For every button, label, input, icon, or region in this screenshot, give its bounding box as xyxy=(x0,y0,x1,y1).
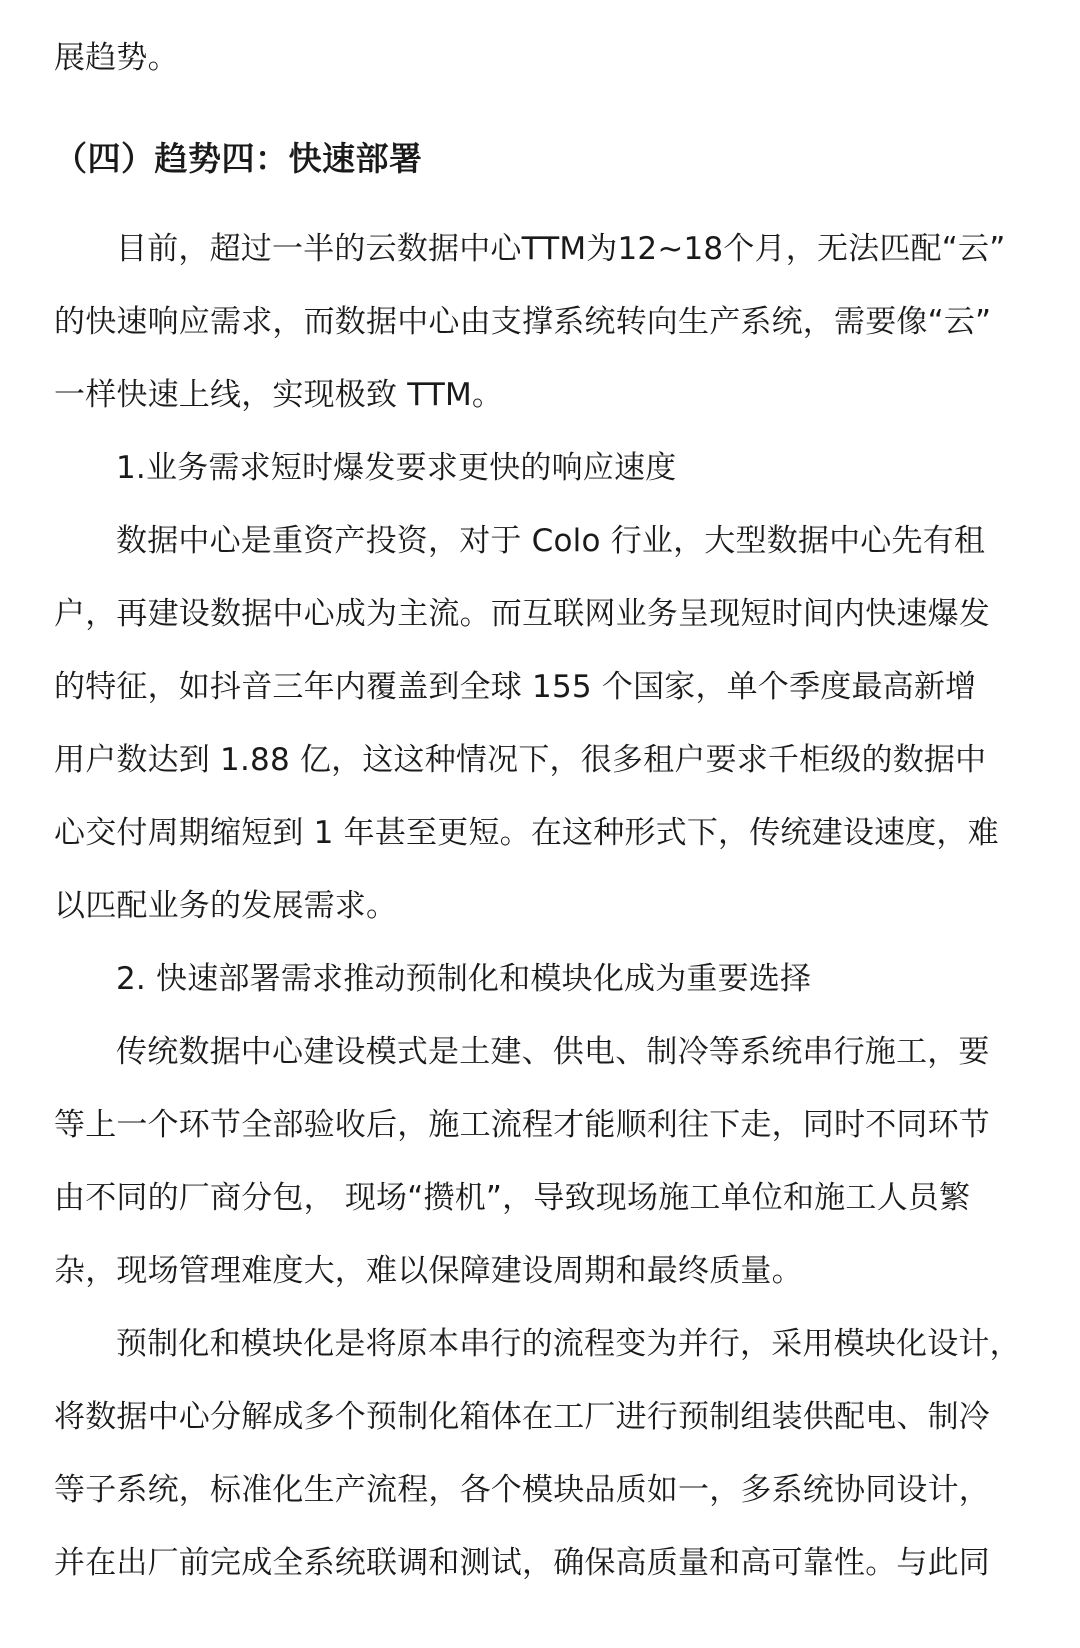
paragraph-line: 等上一个环节全部验收后，施工流程才能顺利往下走，同时不同环节 xyxy=(54,1107,990,1143)
paragraph-line: 的特征，如抖音三年内覆盖到全球 155 个国家，单个季度最高新增 xyxy=(54,669,977,705)
paragraph-line: 预制化和模块化是将原本串行的流程变为并行，采用模块化设计， xyxy=(116,1326,1021,1362)
paragraph-1 xyxy=(54,213,1024,432)
paragraph-4 xyxy=(54,1308,1024,1600)
paragraph-3 xyxy=(54,1016,1024,1308)
section-heading: （四）趋势四：快速部署 xyxy=(54,139,423,178)
paragraph-line: 传统数据中心建设模式是土建、供电、制冷等系统串行施工，要 xyxy=(116,1034,990,1070)
paragraph-line: 心交付周期缩短到 1 年甚至更短。在这种形式下，传统建设速度，难 xyxy=(54,815,999,851)
paragraph-line: 的快速响应需求，而数据中心由支撑系统转向生产系统，需要像“云” xyxy=(54,304,992,340)
paragraph-line: 户，再建设数据中心成为主流。而互联网业务呈现短时间内快速爆发 xyxy=(54,596,990,632)
paragraph-line: 数据中心是重资产投资，对于 Colo 行业，大型数据中心先有租 xyxy=(116,523,986,559)
paragraph-line: 将数据中心分解成多个预制化箱体在工厂进行预制组装供配电、制冷 xyxy=(54,1399,990,1435)
subheading-1: 1.业务需求短时爆发要求更快的响应速度 xyxy=(116,450,677,486)
paragraph-2 xyxy=(54,505,1024,943)
paragraph-line: 并在出厂前完成全系统联调和测试，确保高质量和高可靠性。与此同 xyxy=(54,1545,990,1581)
paragraph-line: 一样快速上线，实现极致 TTM。 xyxy=(54,377,504,413)
paragraph-line: 用户数达到 1.88 亿，这这种情况下，很多租户要求千柜级的数据中 xyxy=(54,742,987,778)
paragraph-line: 目前，超过一半的云数据中心TTM为12~18个月，无法匹配“云” xyxy=(116,231,1006,267)
paragraph-line: 以匹配业务的发展需求。 xyxy=(54,888,398,924)
subheading-2: 2. 快速部署需求推动预制化和模块化成为重要选择 xyxy=(116,961,812,997)
paragraph-line: 由不同的厂商分包， 现场“攒机”，导致现场施工单位和施工人员繁 xyxy=(54,1180,971,1216)
paragraph-line: 等子系统，标准化生产流程，各个模块品质如一，多系统协同设计， xyxy=(54,1472,990,1508)
intro-tail-line: 展趋势。 xyxy=(54,40,179,76)
paragraph-line: 杂，现场管理难度大，难以保障建设周期和最终质量。 xyxy=(54,1253,803,1289)
